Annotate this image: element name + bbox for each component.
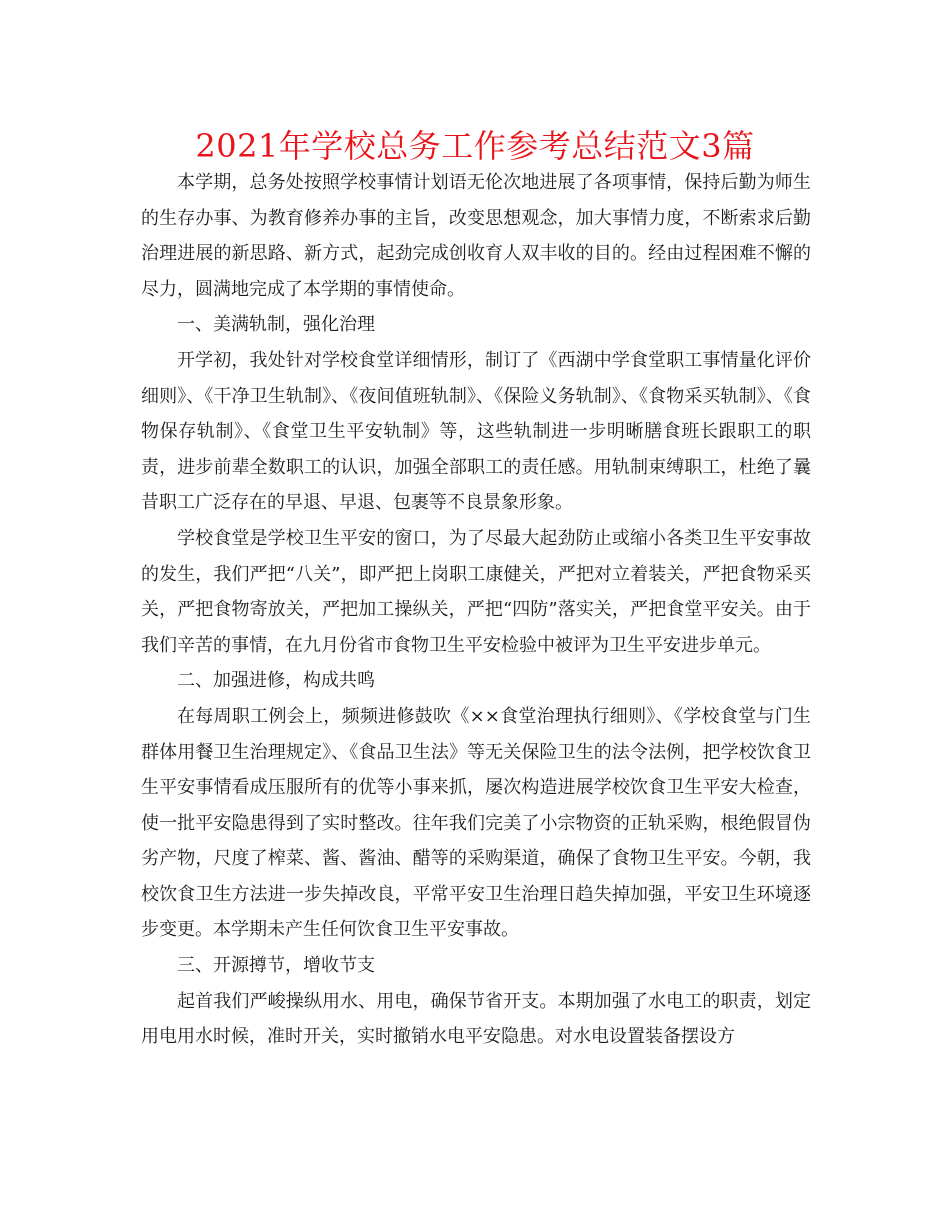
- body-paragraph: 学校食堂是学校卫生平安的窗口，为了尽最大起劲防止或缩小各类卫生平安事故的发生，我们严把“八关”，即严把上岗职工康健关，严把对立着装关，严把食物采买关，严把食物寄放关，严把加工操纵关，严把“四防”落实关，严把食堂平安关。由于我们辛苦的事情，在九月份省市食物卫生平安检验中被评为卫生平安进步单元。: [141, 527, 811, 656]
- section-heading: 三、开源撙节，增收节支: [177, 955, 375, 977]
- body-paragraph: 起首我们严峻操纵用水、用电，确保节省开支。本期加强了水电工的职责，划定用电用水时候，准时开关，实时撤销水电平安隐患。对水电设置装备摆设方: [141, 990, 811, 1048]
- section-heading: 一、美满轨制，强化治理: [177, 314, 375, 336]
- body-paragraph: 本学期，总务处按照学校事情计划语无伦次地进展了各项事情，保持后勤为师生的生存办事、为教育修养办事的主旨，改变思想观念，加大事情力度，不断索求后勤治理进展的新思路、新方式，起劲完成创收育人双丰收的目的。经由过程困难不懈的尽力，圆满地完成了本学期的事情使命。: [141, 172, 811, 300]
- document-title: 2021年学校总务工作参考总结范文3篇: [195, 127, 755, 165]
- body-paragraph: 在每周职工例会上，频频进修鼓吹《××食堂治理执行细则》、《学校食堂与门生群体用餐卫生治理规定》、《食品卫生法》等无关保险卫生的法令法例，把学校饮食卫生平安事情看成压服所有的优等小事来抓，屡次构造进展学校饮食卫生平安大检查，使一批平安隐患得到了实时整改。往年我们完美了小宗物资的正轨采购，根绝假冒伪劣产物，尺度了榨菜、酱、酱油、醋等的采购渠道，确保了食物卫生平安。今朝，我校饮食卫生方法进一步失掉改良，平常平安卫生治理日趋失掉加强，平安卫生环境逐步变更。本学期未产生任何饮食卫生平安事故。: [141, 705, 811, 941]
- body-paragraph: 开学初，我处针对学校食堂详细情形，制订了《西湖中学食堂职工事情量化评价细则》、《干净卫生轨制》、《夜间值班轨制》、《保险义务轨制》、《食物采买轨制》、《食物保存轨制》、《食堂卫生平安轨制》等，这些轨制进一步明晰膳食班长跟职工的职责，进步前辈全数职工的认识，加强全部职工的责任感。用轨制束缚职工，杜绝了曩昔职工广泛存在的早退、早退、包裹等不良景象形象。: [141, 349, 811, 514]
- section-heading: 二、加强进修，构成共鸣: [177, 670, 375, 692]
- document-body: [141, 165, 811, 1055]
